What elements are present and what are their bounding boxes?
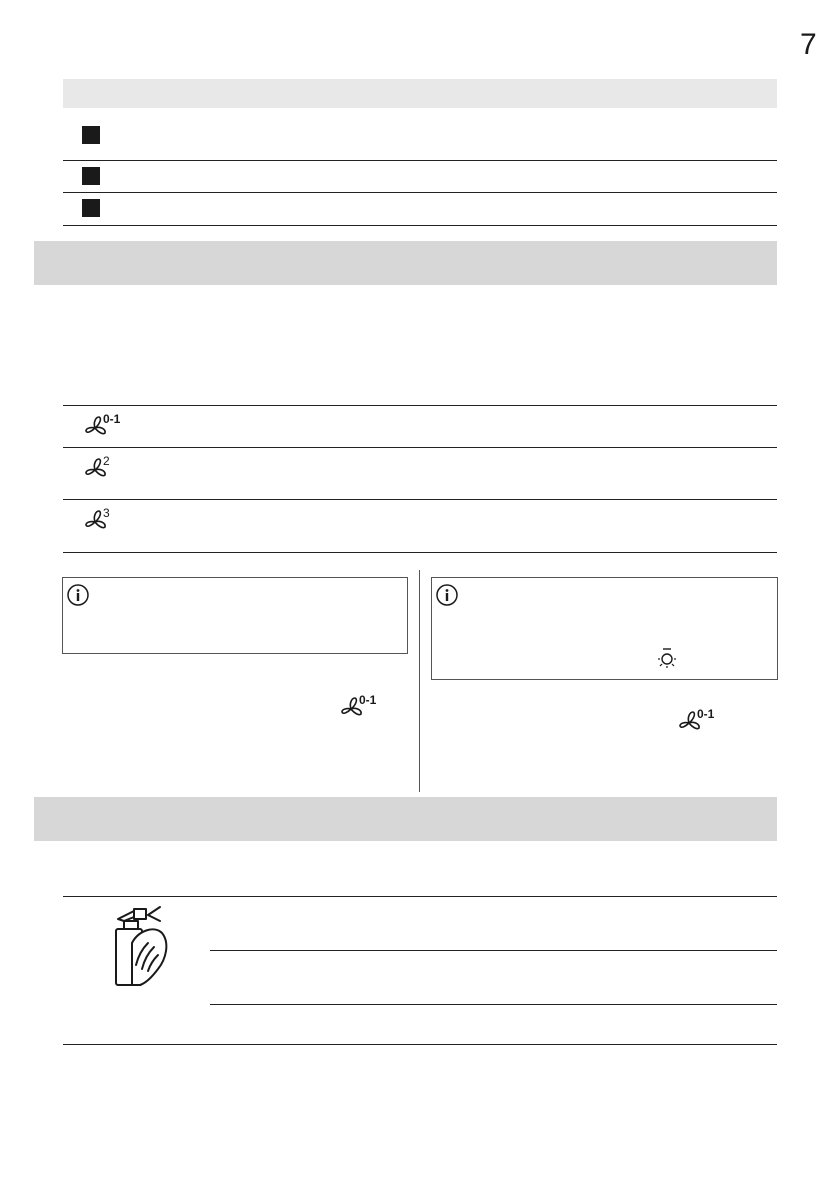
fan-speed-label: 2	[103, 454, 110, 468]
fan-icon	[84, 507, 124, 533]
fan-speed-label: 0-1	[103, 412, 121, 426]
table-divider	[210, 950, 777, 951]
bullet-square	[82, 167, 100, 185]
fan-speed-label: 0-1	[359, 693, 377, 707]
bullet-square	[82, 126, 100, 144]
section-heading-band	[34, 797, 777, 841]
column-divider	[419, 570, 420, 792]
fan-icon	[84, 455, 124, 481]
table-divider	[63, 552, 777, 553]
table-divider	[63, 896, 777, 897]
info-box	[62, 577, 408, 654]
table-divider	[63, 160, 777, 161]
fan-icon	[340, 694, 390, 720]
table-divider	[63, 1044, 777, 1045]
table-divider	[210, 1004, 777, 1005]
info-icon	[67, 584, 89, 606]
table-header	[63, 79, 777, 108]
fan-icon	[678, 708, 728, 734]
info-box	[431, 577, 778, 680]
table-divider	[63, 225, 777, 226]
table-divider	[63, 405, 777, 406]
section-heading-band	[34, 241, 777, 285]
bullet-square	[82, 199, 100, 217]
info-icon	[436, 584, 458, 606]
fan-icon	[84, 413, 134, 439]
light-bulb-icon	[655, 647, 679, 676]
table-divider	[63, 499, 777, 500]
fan-speed-label: 3	[103, 506, 110, 520]
table-divider	[63, 447, 777, 448]
page-number: 7	[800, 28, 817, 61]
spray-bottle-cloth-icon	[104, 903, 176, 992]
fan-speed-label: 0-1	[697, 707, 715, 721]
table-divider	[63, 192, 777, 193]
